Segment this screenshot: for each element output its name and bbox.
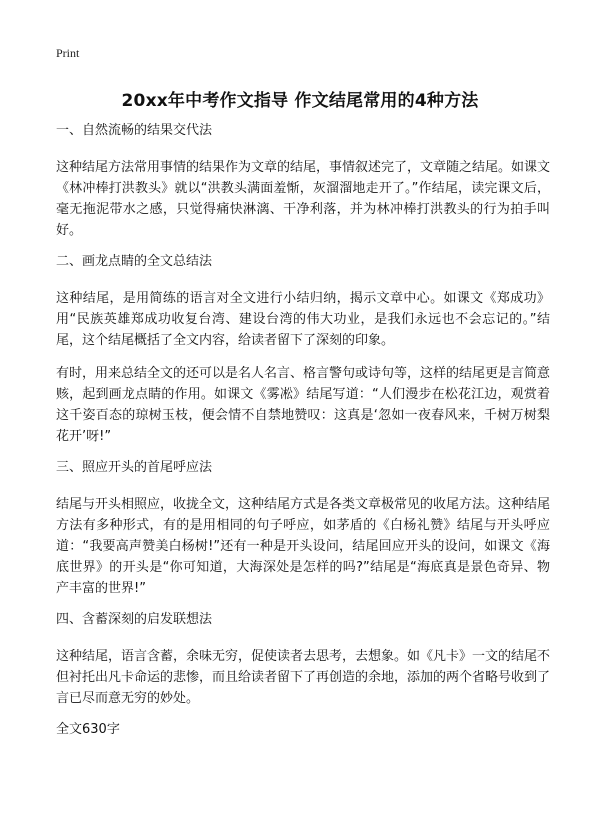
- section-heading: 四、含蓄深刻的启发联想法: [56, 612, 213, 627]
- section-paragraph: 这种结尾方法常用事情的结果作为文章的结尾，事情叙述完了，文章随之结尾。如课文《林冲棒打洪教头》就以“洪教头满面羞惭，灰溜溜地走开了。”作结尾，读完课文后，毫无拖泥带水之感，只觉得痛快淋漓、干净利落，并为林冲棒打洪教头的行为拍手叫好。: [56, 160, 551, 238]
- print-link[interactable]: Print: [56, 46, 80, 60]
- word-count: 全文630字: [56, 722, 120, 737]
- page-title: 20xx年中考作文指导 作文结尾常用的4种方法: [121, 91, 479, 111]
- section-1: [56, 122, 550, 241]
- section-paragraph: 结尾与开头相照应，收拢全文，这种结尾方式是各类文章极常见的收尾方法。这种结尾方法有多种形式，有的是用相同的句子呼应，如茅盾的《白杨礼赞》结尾与开头呼应道：“我要高声赞美白杨树!”还有一种是开头设问，结尾回应开头的设问，如课文《海底世界》的开头是“你可知道，大海深处是怎样的吗?”结尾是“海底真是景色奇异、物产丰富的世界!”: [56, 497, 551, 596]
- section-paragraph: 这种结尾，是用简练的语言对全文进行小结归纳，揭示文章中心。如课文《郑成功》用“民族英雄郑成功收复台湾、建设台湾的伟大功业，是我们永远也不会忘记的。”结尾，这个结尾概括了全文内容，给读者留下了深刻的印象。: [56, 291, 550, 348]
- section-heading: 三、照应开头的首尾呼应法: [56, 460, 213, 475]
- section-heading: 二、画龙点睛的全文总结法: [56, 254, 213, 269]
- section-paragraph: 这种结尾，语言含蓄，余味无穷，促使读者去思考，去想象。如《凡卡》一文的结尾不但衬托出凡卡命运的悲惨，而且给读者留下了再创造的余地，添加的两个省略号收到了言已尽而意无穷的妙处。: [56, 649, 551, 706]
- section-2: [56, 253, 550, 447]
- document-body: [56, 122, 550, 739]
- section-paragraph: 有时，用来总结全文的还可以是名人名言、格言警句或诗句等，这样的结尾更是言简意赅，起到画龙点睛的作用。如课文《雾凇》结尾写道：“人们漫步在松花江边，观赏着这千姿百态的琼树玉枝，便会情不自禁地赞叹：这真是‘忽如一夜春风来，千树万树梨花开’呀!”: [56, 366, 551, 444]
- section-heading: 一、自然流畅的结果交代法: [56, 123, 213, 138]
- section-4: [56, 611, 550, 709]
- section-3: [56, 459, 550, 599]
